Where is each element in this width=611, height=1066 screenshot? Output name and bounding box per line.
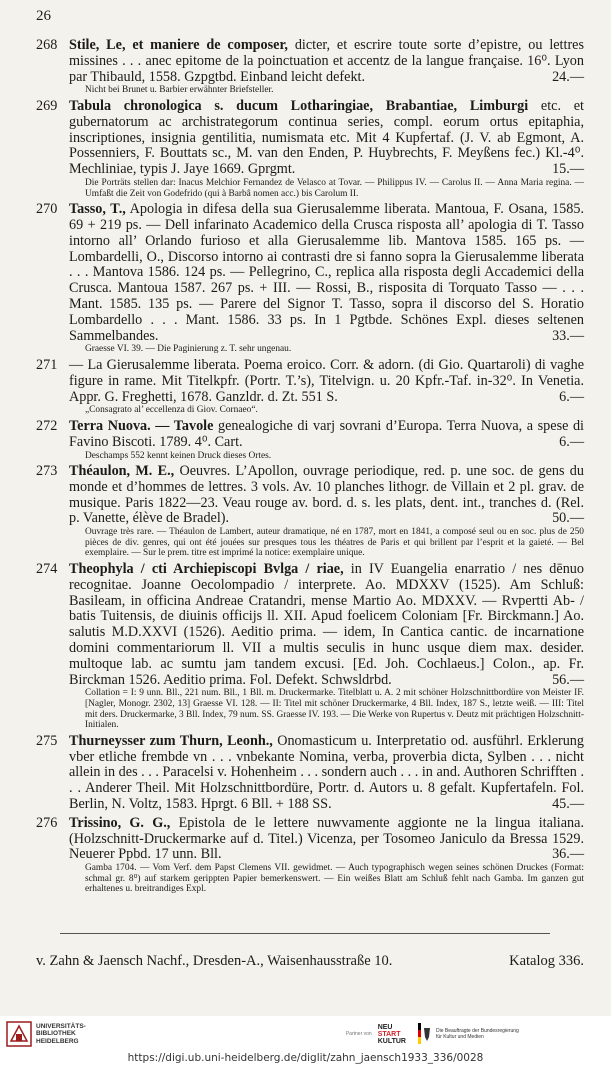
catalog-entry <box>36 464 584 562</box>
entry-text: genealogiche di varj sovrani d’Europa. Terra Nuova, a spese di Favino Biscoti. 1789. 4⁰. Cart. <box>69 417 584 450</box>
entry-number: 276 <box>36 814 58 831</box>
neustart-kultur-logo[interactable] <box>378 1024 406 1045</box>
ub-name-line3: HEIDELBERG <box>36 1037 79 1045</box>
federal-government-logo[interactable] <box>418 1023 519 1045</box>
entry-note: Deschamps 552 kennt keinen Druck dieses Ortes. <box>85 450 272 461</box>
entry-price: 50.— <box>552 510 584 527</box>
entry-description <box>69 202 584 344</box>
entry-text: etc. et gubernatorum ac archistrategorum continua series, compl. eorum ortus epitaphia, inscriptiones, insignia gentilitia, numismata etc. Mit 4 Kupfertaf. (J. V. ab Egmont, A. Possenniers, F. Bouttats sc., M. van den Enden, P. Huybrechts, F. Meyßens fec.) Kl.-4⁰. Mechliniae, typis J. Jaye 1669. Gprgmt. <box>69 97 584 178</box>
publisher-address: v. Zahn & Jaensch Nachf., Dresden-A., Waisenhausstraße 10. <box>36 953 393 969</box>
catalog-entry <box>36 358 584 419</box>
bund-text-line2: für Kultur und Medien <box>435 1034 484 1040</box>
entry-title: Terra Nuova. — Tavole <box>69 417 214 434</box>
entry-number: 274 <box>36 561 58 578</box>
entry-body <box>69 358 584 419</box>
entry-note: Gamba 1704. — Vom Verf. dem Papst Clemens VII. gewidmet. — Auch typographisch wegen seines schönen Druckes (Format: schmal gr. 8⁰) auf starkem gerippten Papier bemerkenswert. — Ein weißes Blatt am Schluß fehlt nach Gamba. Im ganzen gut erhaltenes u. breitrandiges Expl. <box>85 863 584 895</box>
catalog-entry <box>36 99 584 202</box>
entry-text: Apologia in difesa della sua Gierusalemme liberata. Mantoua, F. Osana, 1585. 69 + 219 ps. — Dell infarinato Academico della Crusca risposta all’ apologia di T. Tasso intorno all’ Orlando furioso et alla Gierusalemme lib. Mantova 1585. 165 ps. — Lombardelli, O., Discorso intorno ai contrasti dre si fanno sopra la Gierusalemme liberata . . . Mantova 1586. 124 ps. — Pellegrino, C., replica alla risposta degli Accademici della Crusca. Mantoua 1587. 267 ps. + III. — Rossi, B., risposita di Torquato Tasso — . . . Mant. 1585. 135 ps. — Parere del Signor T. Tasso, sopra il discorso del S. Horatio Lombardello . . . Mant. 1586. 33 ps. In 1 Pgtbde. Schönes Expl. dieses seltenen Sammelbandes. <box>69 201 584 344</box>
partner-label: Partner von <box>345 1031 372 1037</box>
footer-divider <box>60 933 550 934</box>
entry-price: 6.— <box>559 388 584 405</box>
entry-description <box>69 38 584 85</box>
entry-body <box>69 464 584 562</box>
entry-body <box>69 202 584 358</box>
entry-number: 273 <box>36 463 58 480</box>
entry-price: 56.— <box>552 671 584 688</box>
entry-title: Theophyla / cti Archiepiscopi Bvlga / riae, <box>69 561 344 578</box>
catalog-entry <box>36 562 584 734</box>
entry-text: — La Gierusalemme liberata. Poema eroico. Corr. & adorn. (di Gio. Quartaroli) di vaghe figure in rame. Mit Titelkpfr. (Portr. T.’s), Titelvign. u. 20 Kpfr.-Taf. in-32⁰. In Venetia. Appr. G. Freghetti, 1678. Ganzldr. d. Zt. 551 S. <box>69 356 584 405</box>
entry-body <box>69 816 584 898</box>
entry-list <box>36 38 584 898</box>
ub-name-line2: BIBLIOTHEK <box>36 1030 76 1038</box>
entry-body <box>69 38 584 99</box>
entry-number: 271 <box>36 356 58 373</box>
ub-heidelberg-logo[interactable] <box>6 1021 86 1047</box>
neustart-word2: START <box>377 1030 401 1038</box>
entry-note: Die Porträts stellen dar: Inacus Melchior Fernandez de Velasco at Tovar. — Philippus IV. — Carolus II. — Anna Maria regina. — Umfaßt die Zeit von Godefrido (qui à Barbâ nomen acc.) bis Carolum II. <box>85 177 584 199</box>
entry-description <box>69 734 584 813</box>
entry-price: 24.— <box>552 68 584 85</box>
entry-price: 15.— <box>552 161 584 178</box>
logo-bar <box>0 1016 611 1052</box>
entry-description <box>69 99 584 178</box>
entry-note: Graesse VI. 39. — Die Paginierung z. T. sehr ungenau. <box>85 344 292 355</box>
ub-name-line1: UNIVERSITÄTS- <box>36 1022 86 1030</box>
bund-text-line1: Die Beauftragte der Bundesregierung <box>435 1028 519 1034</box>
catalog-entry <box>36 202 584 358</box>
entry-number: 269 <box>36 97 58 114</box>
entry-note: Nicht bei Brunet u. Barbier erwähnter Briefsteller. <box>85 85 274 96</box>
neustart-word3: KULTUR <box>377 1037 406 1045</box>
entry-text: Oeuvres. L’Apollon, ouvrage periodique, red. p. une soc. de gens du monde et d’hommes de lettres. 3 vols. Av. 10 planches lithogr. de Villain et 2 pl. grav. de musique. Paris 1822—23. Veau rouge av. bord. d. s. les plats, dent. int., tranches d. (Rel. p. Vanette, élève de Bradel). <box>69 463 584 527</box>
source-url[interactable]: https://digi.ub.uni-heidelberg.de/diglit/zahn_jaensch1933_336/0028 <box>0 1052 611 1066</box>
page-number: 26 <box>36 8 51 24</box>
entry-number: 275 <box>36 732 58 749</box>
entry-title: Théaulon, M. E., <box>69 463 175 480</box>
entry-description <box>69 419 584 451</box>
entry-number: 272 <box>36 417 58 434</box>
entry-title: Tasso, T., <box>69 201 126 218</box>
entry-number: 268 <box>36 37 58 53</box>
entry-note: Collation = I: 9 unn. Bll., 221 num. Bll., 1 Bll. m. Druckermarke. Titelblatt u. A. 2 mit schöner Holzschnittbordüre von Meister IF. [Nagler, Monogr. 2302, 13] Graesse VI. 128. — II: Titel mit schöner Druckermarke, 4 Bll. Index, 187 S., letzte weiß. — III: Titel mit ders. Druckermarke, 3 Bll. Index, 79 num. SS. Graesse IV. 193. — Die Werke von Rupertus v. Deutz mit prächtigen Holzschnitt-Initialen. <box>85 688 584 731</box>
federal-eagle-icon <box>418 1023 432 1045</box>
entry-description <box>69 816 584 863</box>
entry-title: Trissino, G. G., <box>69 814 171 831</box>
page-footer <box>36 953 584 970</box>
entry-body <box>69 734 584 816</box>
ub-seal-icon <box>6 1021 32 1047</box>
catalog-entry <box>36 38 584 99</box>
entry-price: 45.— <box>552 796 584 812</box>
entry-number: 270 <box>36 201 58 218</box>
entry-title: Tabula chronologica s. ducum Lotharingiae, Brabantiae, Limburgi <box>69 97 529 114</box>
entry-text: in IV Euangelia enarratio / nes dēnuo recognitae. Joanne Oecolompadio / interprete. Ao. MDXXV (1525). Am Schluß: Basileam, in officina Andreae Cratandri, mense Martio Ao. MDXXV. — Rvpertti Ab- / batis Tuitensis, de diuinis officijs ll. XII. Apud foelicem Coloniam [Fr. Birckmann.] Ao. salutis M.D.XXVI (1526). Aeditio prima. — idem, In Cantica cantic. de incarnatione domini commentariorum ll. VII a multis seculis in hunc usque diem max. desider. multoque lab. ac sumtu jam tandem excusi. [Ed. Joh. Cochlaeus.] Colon., ap. Fr. Birckman 1526. Aeditio prima. Fol. Defekt. Schwsldrbd. <box>69 561 584 688</box>
entry-description <box>69 562 584 688</box>
entry-price: 33.— <box>552 327 584 344</box>
catalog-entry <box>36 816 584 898</box>
entry-body <box>69 562 584 734</box>
catalog-entry <box>36 734 584 816</box>
entry-price: 6.— <box>559 433 584 450</box>
catalog-number: Katalog 336. <box>509 953 584 969</box>
entry-body <box>69 99 584 202</box>
entry-description <box>69 358 584 405</box>
entry-text: Onomasticum u. Interpretatio od. ausführl. Erklerung vber etliche frembde vn . . . vnbekante Nomina, verba, proverbia dicta, Sylben . . . nicht allein in des . . . Paracelsi v. Hohenheim . . . sondern auch . . . in and. Authoren Schrifften . . . Anderer Theil. Mit Holzschnittbordüre, Portr. d. Autors u. 8 gefalt. Kupfertafeln. Fol. Berlin, N. Voltz, 1583. Hprgt. 6 Bll. + 188 SS. <box>69 732 584 812</box>
entry-title: Thurneysser zum Thurn, Leonh., <box>69 732 273 749</box>
neustart-word1: NEU <box>377 1023 393 1031</box>
entry-description <box>69 464 584 527</box>
entry-note: Ouvrage très rare. — Théaulon de Lambert, auteur dramatique, né en 1787, mort en 1841, a composé seul ou en soc. plus de 250 pièces de div. genres, qui ont été jouées sur presques tous les théatres de Paris et qui brillent par l’esprit et la gaieté. — Bel exemplaire. — Sur le prem. titre est imprimé la notice: exemplaire unique. <box>85 527 584 559</box>
entry-price: 36.— <box>552 846 584 863</box>
catalog-entry <box>36 419 584 464</box>
entry-title: Stile, Le, et maniere de composer, <box>69 37 288 53</box>
entry-text: dicter, et escrire toute sorte d’epistre, ou lettres missines . . . anec epitome de la poinctuation et accentz de la langue française. 16⁰. Lyon par Thibauld, 1558. Gzpgtbd. Einband leicht defekt. <box>69 37 584 85</box>
entry-text: Epistola de le lettere nuwvamente aggionte ne la lingua italiana. (Holzschnitt-Druckermarke auf d. Titel.) Vicenza, per Tosomeo Janiculo da Bressa 1529. Neuerer Ppbd. 17 unn. Bll. <box>69 814 584 863</box>
entry-note: „Consagrato al’ eccellenza di Giov. Cornaeo“. <box>85 405 258 416</box>
entry-body <box>69 419 584 464</box>
